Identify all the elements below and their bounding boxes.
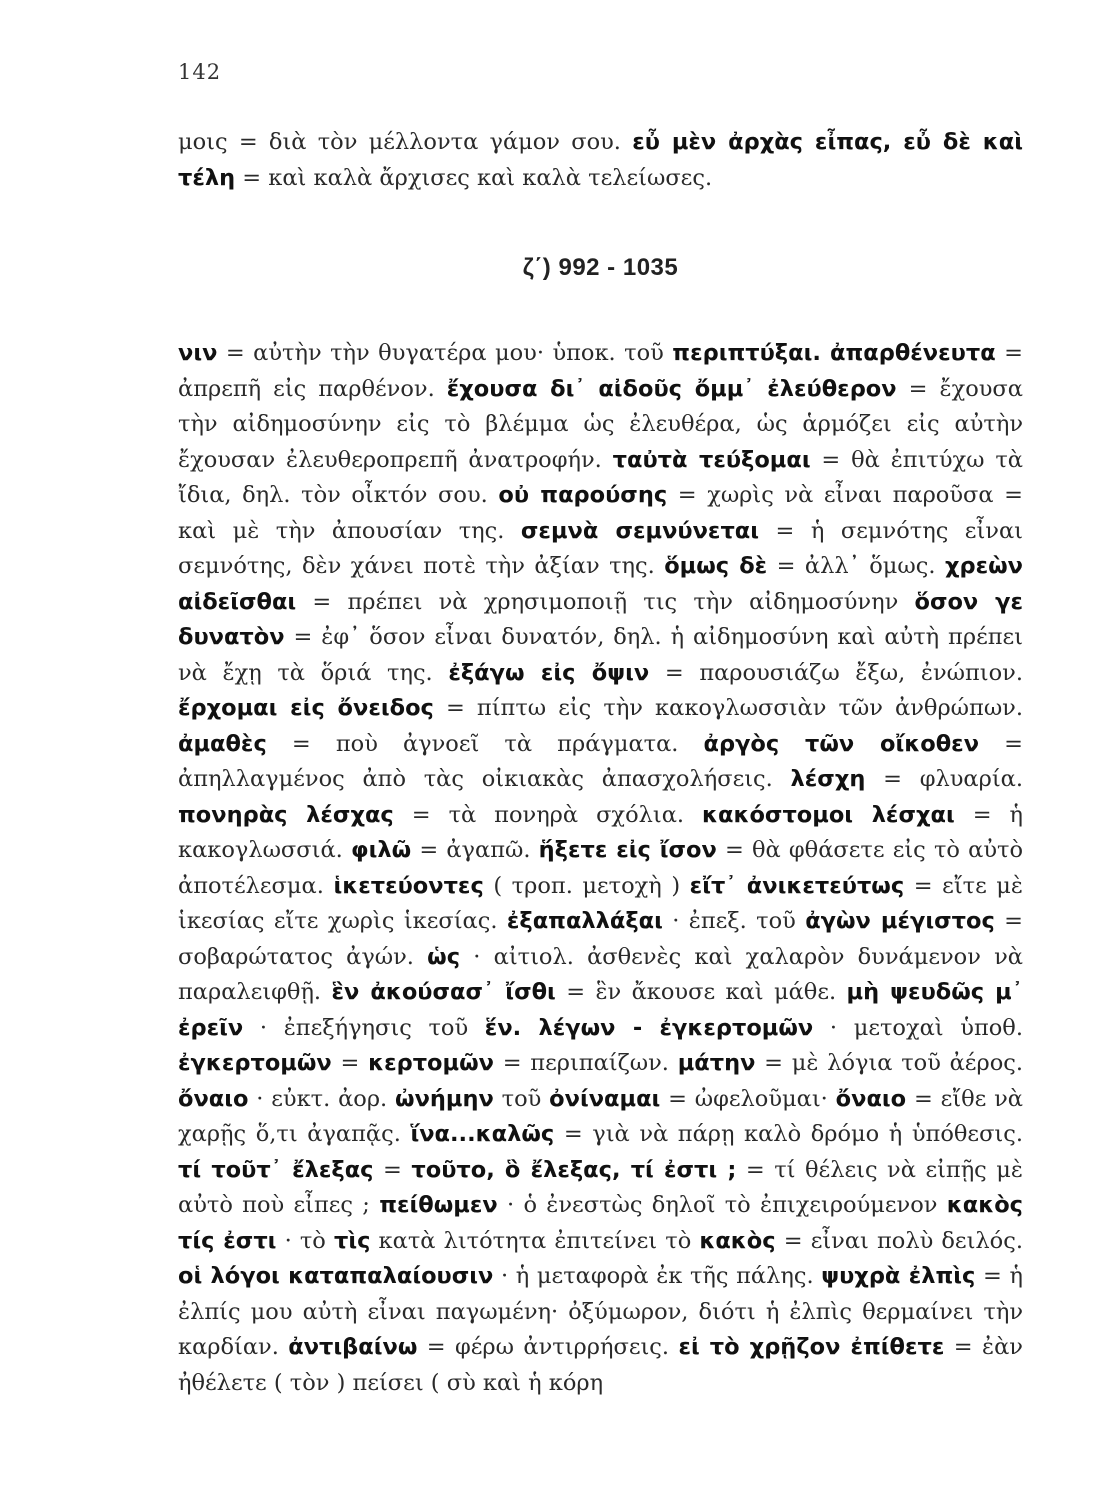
gloss-text: = τί θέλεις νὰ εἰπῇς μὲ αὐτὸ ποὺ εἶπες ; xyxy=(178,1156,1023,1218)
lemma-term: τοῦτο, ὃ ἔλεξας, τί ἐστι ; xyxy=(411,1156,737,1183)
lemma-term: ἀμαθὲς xyxy=(178,730,267,757)
lemma-term: ἔχουσα δι᾽ αἰδοῦς ὄμμ᾽ ἐλεύθερον xyxy=(446,375,897,402)
gloss-text: = ἓν ἄκουσε καὶ μάθε. xyxy=(555,979,847,1005)
gloss-text: = ἡ κακογλωσσιά. xyxy=(178,801,1024,863)
gloss-text: = χωρὶς νὰ εἶναι παροῦσα = καὶ μὲ τὴν ἀπουσίαν της. xyxy=(178,482,1024,544)
gloss-text: = ὠφελοῦμαι· xyxy=(660,1085,836,1112)
gloss-text: · ἐπεξήγησις τοῦ xyxy=(243,1014,485,1041)
gloss-text: = xyxy=(373,1156,412,1183)
lemma-term: ἓν ἀκούσασ᾽ ἴσθι xyxy=(331,979,556,1005)
gloss-text: = ἔχουσα τὴν αἰδημοσύνην εἰς τὸ βλέμμα ὡς ἐλευθέρα, ὡς ἁρμόζει εἰς αὐτὴν ἔχουσαν ἐλευθεροπρεπῆ ἀνατροφήν. xyxy=(178,375,1023,473)
gloss-text: = φλυαρία. xyxy=(865,766,1023,792)
gloss-text: = τὰ πονηρὰ σχόλια. xyxy=(393,801,703,828)
lemma-term: κακόστομοι λέσχαι xyxy=(702,801,955,828)
gloss-text: · ἐπεξ. τοῦ xyxy=(662,908,806,934)
lemma-term: ἀγὼν μέγιστος xyxy=(805,908,995,934)
gloss-text: = ἡ σεμνότης εἶναι σεμνότης, δὲν χάνει ποτὲ τὴν ἀξίαν της. xyxy=(178,517,1023,579)
page-number: 142 xyxy=(178,60,222,84)
lemma-term: ἐξάγω εἰς ὄψιν xyxy=(448,659,650,686)
commentary-paragraph xyxy=(178,336,1023,1401)
gloss-text: = φέρω ἀντιρρήσεις. xyxy=(417,1334,679,1360)
lemma-term: κακὸς xyxy=(699,1227,776,1254)
gloss-text: = παρουσιάζω ἔξω, ἐνώπιον. xyxy=(649,659,1023,686)
gloss-text: = xyxy=(331,1050,369,1076)
lemma-term: ὠνήμην xyxy=(395,1085,494,1112)
gloss-text: = πρέπει νὰ χρησιμοποιῇ τις τὴν αἰδημοσύνην xyxy=(296,588,915,615)
lemma-term: ἕν. λέγων - ἐγκερτομῶν xyxy=(484,1014,814,1041)
gloss-text: = ἀπρεπῆ εἰς παρθένον. xyxy=(178,340,1023,402)
gloss-text: κατὰ λιτότητα ἐπιτείνει τὸ xyxy=(370,1227,700,1254)
lemma-term: χρεὼν αἰδεῖσθαι xyxy=(178,553,1023,615)
gloss-text: = περιπαίζων. xyxy=(493,1050,678,1076)
lemma-term: εἰ τὸ χρῇζον ἐπίθετε xyxy=(678,1334,945,1360)
gloss-text: ( τροπ. μετοχὴ ) xyxy=(483,872,690,899)
gloss-text: = εἴθε νὰ χαρῇς ὅ,τι ἀγαπᾷς. xyxy=(178,1085,1023,1147)
lemma-term: οὐ παρούσης xyxy=(498,482,668,508)
gloss-text: τοῦ xyxy=(493,1085,550,1112)
lemma-term: μάτην xyxy=(677,1050,756,1076)
gloss-text: · τὸ xyxy=(276,1227,334,1254)
lemma-term: ὀνίναμαι xyxy=(549,1085,661,1112)
lemma-term: ψυχρὰ ἐλπὶς xyxy=(821,1263,976,1289)
gloss-text: = ἐὰν ἠθέλετε ( τὸν ) πείσει ( σὺ καὶ ἡ κόρη xyxy=(178,1334,1023,1396)
lemma-term: ἐξαπαλλάξαι xyxy=(506,908,663,934)
gloss-text: = ἀγαπῶ. xyxy=(411,837,539,863)
gloss-text: = αὐτὴν τὴν θυγατέρα μου· ὑποκ. τοῦ xyxy=(217,340,673,366)
lemma-term: ἐγκερτομῶν xyxy=(178,1050,332,1076)
lemma-term: ἥξετε εἰς ἴσον xyxy=(538,837,717,863)
lemma-term: ἀντιβαίνω xyxy=(288,1334,418,1360)
gloss-text: = ποὺ ἀγνοεῖ τὰ πράγματα. xyxy=(266,730,704,757)
gloss-text: · εὐκτ. ἀορ. xyxy=(248,1085,396,1112)
gloss-text: · ὁ ἐνεστὼς δηλοῖ τὸ ἐπιχειρούμενον xyxy=(497,1192,947,1218)
lemma-term: οἱ λόγοι καταπαλαίουσιν xyxy=(178,1263,494,1289)
lemma-term: εὖ μὲν ἀρχὰς εἶπας, εὖ δὲ καὶ τέλη xyxy=(178,129,1023,191)
lemma-term: ἀργὸς τῶν οἴκοθεν xyxy=(703,730,980,757)
lemma-term: ἵνα...καλῶς xyxy=(410,1121,555,1147)
lemma-term: νιν xyxy=(178,340,218,366)
lemma-term: εἴτ᾽ ἀνικετεύτως xyxy=(689,872,905,899)
intro-paragraph xyxy=(178,125,1023,196)
gloss-text: = πίπτω εἰς τὴν κακογλωσσιὰν τῶν ἀνθρώπων. xyxy=(433,695,1023,721)
gloss-text: = ἡ ἐλπίς μου αὐτὴ εἶναι παγωμένη· ὀξύμωρον, διότι ἡ ἐλπὶς θερμαίνει τὴν καρδίαν. xyxy=(178,1263,1023,1360)
gloss-text: = καὶ καλὰ ἄρχισες καὶ καλὰ τελείωσες. xyxy=(235,164,713,191)
lemma-term: ὅμως δὲ xyxy=(664,553,768,579)
gloss-text: = ἐφ᾽ ὅσον εἶναι δυνατόν, δηλ. ἡ αἰδημοσύνη καὶ αὐτὴ πρέπει νὰ ἔχῃ τὰ ὅριά της. xyxy=(178,624,1023,686)
lemma-term: ἔρχομαι εἰς ὄνειδος xyxy=(178,695,434,721)
gloss-text: = ἀπηλλαγμένος ἀπὸ τὰς οἰκιακὰς ἀπασχολήσεις. xyxy=(178,730,1023,792)
gloss-text: = εἴτε μὲ ἱκεσίας εἴτε χωρὶς ἱκεσίας. xyxy=(178,872,1023,934)
lemma-term: κακὸς τίς ἐστι xyxy=(178,1192,1023,1254)
gloss-text: · αἰτιολ. ἀσθενὲς καὶ χαλαρὸν δυνάμενον νὰ παραλειφθῇ. xyxy=(178,943,1023,1005)
section-heading: ζ΄) 992 - 1035 xyxy=(522,254,679,281)
lemma-term: φιλῶ xyxy=(350,837,412,863)
lemma-term: πείθωμεν xyxy=(379,1192,498,1218)
lemma-term: ὄναιο xyxy=(835,1085,907,1112)
gloss-text: μοις = διὰ τὸν μέλλοντα γάμον σου. xyxy=(178,129,633,155)
lemma-term: λέσχη xyxy=(790,766,866,792)
gloss-text: = σοβαρώτατος ἀγών. xyxy=(178,908,1023,970)
gloss-text: = ἀλλ᾽ ὅμως. xyxy=(767,553,945,579)
gloss-text: · μετοχαὶ ὑποθ. xyxy=(813,1014,1023,1041)
lemma-term: ταὐτὰ τεύξομαι xyxy=(612,446,811,473)
gloss-text: = μὲ λόγια τοῦ ἀέρος. xyxy=(755,1050,1023,1076)
lemma-term: μὴ ψευδῶς μ᾽ ἐρεῖν xyxy=(178,979,1023,1041)
lemma-term: ὅσον γε δυνατὸν xyxy=(178,588,1023,650)
lemma-term: ἱκετεύοντες xyxy=(333,872,484,899)
lemma-term: ὡς xyxy=(427,943,461,970)
gloss-text: = γιὰ νὰ πάρῃ καλὸ δρόμο ἡ ὑπόθεσις. xyxy=(554,1121,1023,1147)
gloss-text: · ἡ μεταφορὰ ἐκ τῆς πάλης. xyxy=(493,1263,822,1289)
lemma-term: ὄναιο xyxy=(178,1085,249,1112)
lemma-term: πονηρὰς λέσχας xyxy=(178,801,394,828)
gloss-text: = εἶναι πολὺ δειλός. xyxy=(775,1227,1023,1254)
gloss-text: = θὰ ἐπιτύχω τὰ ἴδια, δηλ. τὸν οἶκτόν σου. xyxy=(178,446,1023,508)
lemma-term: περιπτύξαι. ἀπαρθένευτα xyxy=(672,340,996,366)
lemma-term: τί τοῦτ᾽ ἔλεξας xyxy=(178,1156,374,1183)
gloss-text: = θὰ φθάσετε εἰς τὸ αὐτὸ ἀποτέλεσμα. xyxy=(178,837,1023,899)
lemma-term: τὶς xyxy=(333,1227,371,1254)
lemma-term: κερτομῶν xyxy=(368,1050,494,1076)
lemma-term: σεμνὰ σεμνύνεται xyxy=(520,517,760,544)
